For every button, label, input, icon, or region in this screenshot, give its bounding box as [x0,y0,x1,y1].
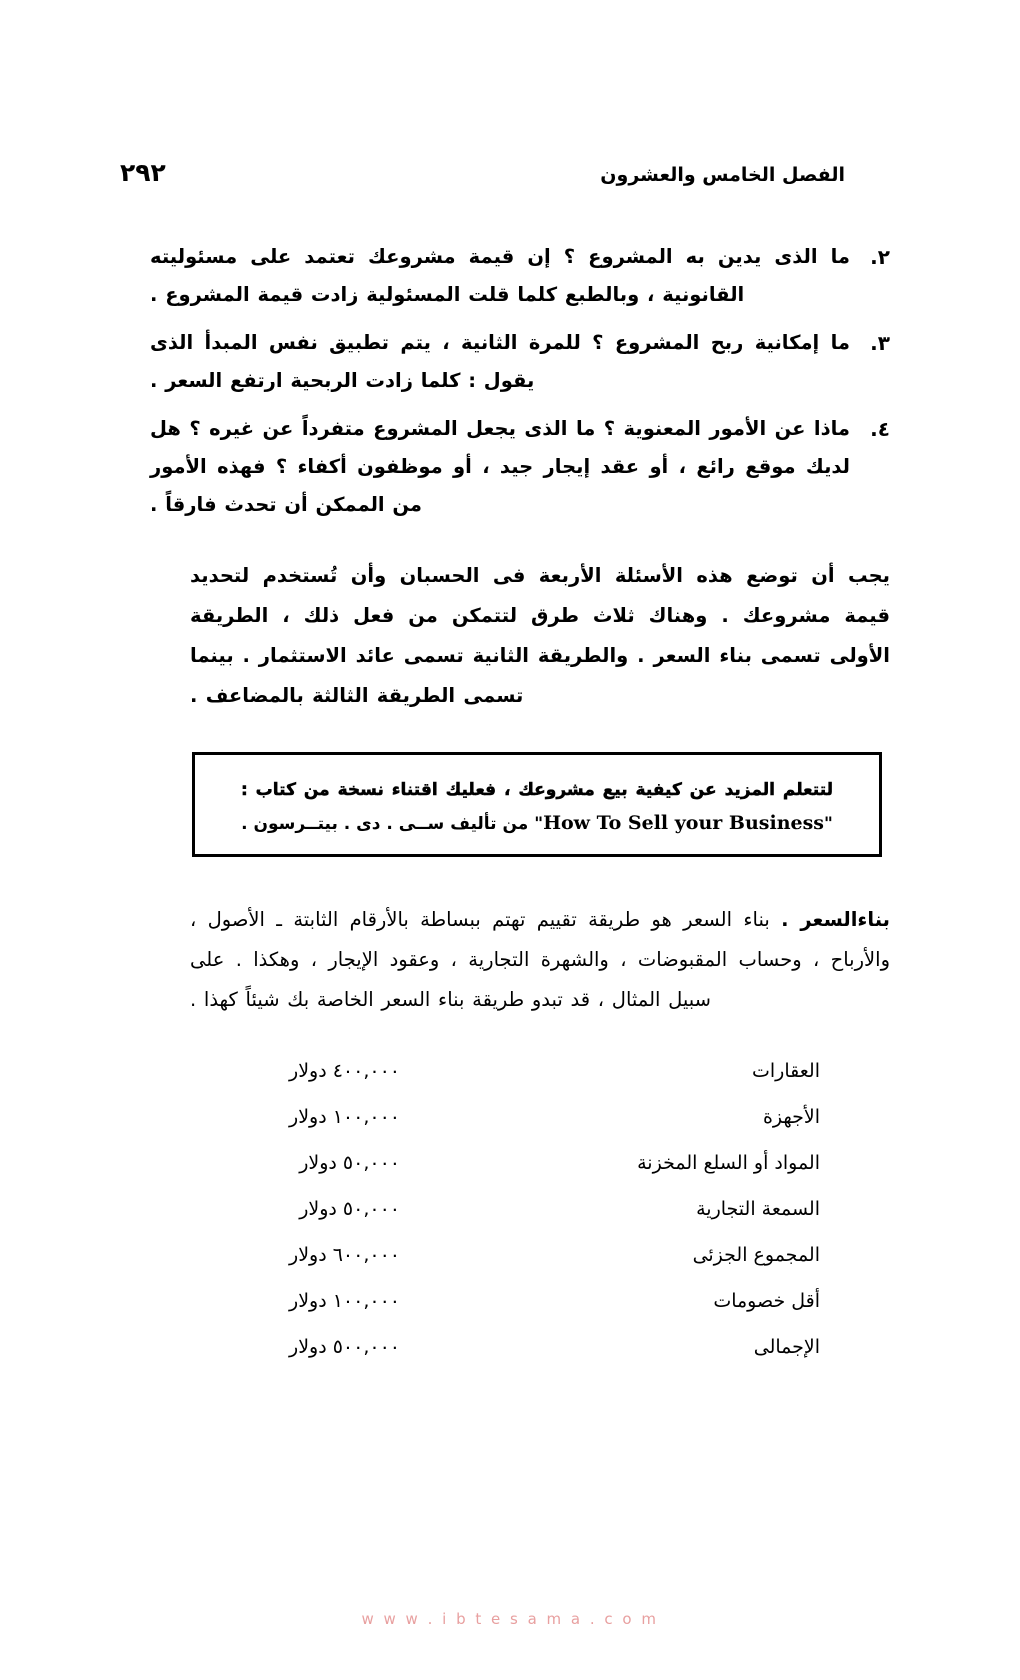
callout-quote-open: " [824,814,833,835]
running-head [120,160,845,194]
list-item-text: ماذا عن الأمور المعنوية ؟ ما الذى يجعل المشروع متفرداً عن غيره ؟ هل لديك موقع رائع ، أو عقد إيجار جيد ، أو موظفون أكفاء ؟ فهذه الأمور من الممكن أن تحدث فارقاً . [150,417,850,517]
valuation-table [200,1060,820,1382]
list-item [150,324,890,400]
list-item-marker: ٤. [870,417,890,442]
page-number: ٢٩٢ [120,158,166,187]
table-cell-label: الإجمالى [753,1336,820,1358]
table-cell-label: المواد أو السلع المخزنة [637,1152,820,1174]
list-item-marker: ٣. [870,331,890,356]
table-cell-amount: ٥٠٠,٠٠٠ دولار [289,1336,400,1358]
table-cell-amount: ٤٠٠,٠٠٠ دولار [289,1060,400,1082]
table-cell-label: أقل خصومات [713,1290,820,1312]
list-item [150,238,890,314]
callout-quote-close: " من تأليف ســى . دى . بيتــرسون . [241,814,544,835]
pricing-paragraph [190,900,890,1020]
table-row [200,1106,820,1152]
table-cell-amount: ١٠٠,٠٠٠ دولار [289,1290,400,1312]
table-row [200,1336,820,1382]
table-cell-amount: ٥٠,٠٠٠ دولار [299,1152,400,1174]
table-row [200,1060,820,1106]
table-cell-label: العقارات [752,1060,820,1082]
list-item-marker: ٢. [870,245,890,269]
callout-line-1: لتتعلم المزيد عن كيفية بيع مشروعك ، فعليك اقتناء نسخة من كتاب : [240,780,834,800]
table-row [200,1198,820,1244]
body-paragraph: يجب أن توضع هذه الأسئلة الأربعة فى الحسبان وأن تُستخدم لتحديد قيمة مشروعك . وهناك ثلاث طرق لتتمكن من فعل ذلك ، الطريقة الأولى تسمى بناء السعر . والطريقة الثانية تسمى عائد الاستثمار . بينما تسمى الطريقة الثالثة بالمضاعف . [190,564,890,707]
table-row [200,1152,820,1198]
question-list [150,238,890,534]
table-cell-label: المجموع الجزئى [692,1244,820,1266]
table-cell-label: السمعة التجارية [696,1198,820,1220]
list-item [150,410,890,524]
list-item-text: ما الذى يدين به المشروع ؟ إن قيمة مشروعك تعتمد على مسئوليته القانونية ، وبالطبع كلما قلت المسئولية زادت قيمة المشروع . [150,245,850,307]
table-row [200,1290,820,1336]
pricing-lead-term: بناءالسعر . [781,908,890,931]
callout-box [192,752,882,857]
pricing-body-text: بناء السعر هو طريقة تقييم تهتم ببساطة بالأرقام الثابتة ـ الأصول ، والأرباح ، وحساب المقبوضات ، والشهرة التجارية ، وعقود الإيجار ، وهكذا . على سبيل المثال ، قد تبدو طريقة بناء السعر الخاصة بك شيئاً كهذا . [190,908,890,1011]
table-cell-amount: ٥٠,٠٠٠ دولار [299,1198,400,1220]
table-cell-label: الأجهزة [762,1106,820,1128]
list-item-text: ما إمكانية ربح المشروع ؟ للمرة الثانية ، يتم تطبيق نفس المبدأ الذى يقول : كلما زادت الربحية ارتفع السعر . [150,331,850,393]
table-cell-amount: ١٠٠,٠٠٠ دولار [289,1106,400,1128]
table-cell-amount: ٦٠٠,٠٠٠ دولار [289,1244,400,1266]
table-row [200,1244,820,1290]
footer-watermark-url: w w w . i b t e s a m a . c o m [361,1610,659,1628]
chapter-title: الفصل الخامس والعشرون [600,164,845,186]
callout-line-2 [215,806,859,840]
book-title-english: How To Sell your Business [543,812,824,835]
